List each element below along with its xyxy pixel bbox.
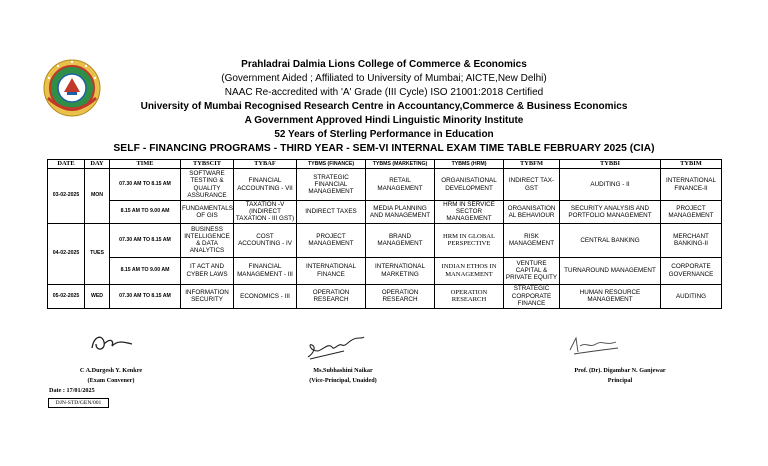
subject-cell: TURNAROUND MANAGEMENT (560, 257, 661, 284)
subject-cell: AUDITING (661, 284, 722, 308)
subject-cell: INDIRECT TAX-GST (504, 169, 560, 201)
day-cell: TUES (85, 223, 110, 284)
table-row (48, 284, 722, 308)
day-cell: WED (85, 284, 110, 308)
table-row (48, 257, 722, 284)
table-row (48, 223, 722, 257)
column-header: TYBMS (HRM) (435, 160, 504, 169)
signatory-role: Principal (607, 377, 633, 384)
subject-cell: COST ACCOUNTING - IV (234, 223, 297, 257)
subject-cell: INFORMATION SECURITY (181, 284, 234, 308)
subject-cell: STRATEGIC CORPORATE FINANCE (504, 284, 560, 308)
subject-cell: INDIRECT TAXES (297, 201, 366, 224)
subject-cell: RETAIL MANAGEMENT (366, 169, 435, 201)
column-header: TYBBI (560, 160, 661, 169)
subject-cell: MEDIA PLANNING AND MANAGEMENT (366, 201, 435, 224)
years-tagline: 52 Years of Sterling Performance in Education (274, 129, 494, 140)
subject-cell: ECONOMICS - III (234, 284, 297, 308)
time-cell: 07.30 AM TO 8.15 AM (110, 169, 181, 201)
signatory-principal (554, 366, 686, 386)
subject-cell: ORGANISATION AL BEHAVIOUR (504, 201, 560, 224)
column-header: TYBSCIT (181, 160, 234, 169)
timetable (47, 159, 722, 309)
subject-cell: SOFTWARE TESTING & QUALITY ASSURANCE (181, 169, 234, 201)
signatory-name: C A.Durgesh Y. Kenkre (79, 367, 143, 374)
subject-cell: OPERATION RESEARCH (435, 284, 504, 308)
timetable-title: SELF - FINANCING PROGRAMS - THIRD YEAR - SEM-VI INTERNAL EXAM TIME TABLE FEBRUARY 2025 (CIA) (113, 143, 655, 154)
subject-cell: PROJECT MANAGEMENT (297, 223, 366, 257)
signatory-name: Ms.Subhashini Naikar (313, 367, 373, 374)
time-cell: 8.15 AM TO 9.00 AM (110, 257, 181, 284)
subject-cell: CORPORATE GOVERNANCE (661, 257, 722, 284)
subject-cell: INTERNATIONAL FINANCE-II (661, 169, 722, 201)
accreditation: NAAC Re-accredited with 'A' Grade (III Cycle) ISO 21001:2018 Certified (224, 87, 544, 98)
subject-cell: INTERNATIONAL FINANCE (297, 257, 366, 284)
college-logo (42, 58, 102, 118)
subject-cell: BUSINESS INTELLIGENCE & DATA ANALYTICS (181, 223, 234, 257)
subject-cell: VENTURE CAPITAL & PRIVATE EQUITY (504, 257, 560, 284)
signatory-vice-principal (288, 366, 398, 386)
column-header: TYBMS (MARKETING) (366, 160, 435, 169)
subject-cell: PROJECT MANAGEMENT (661, 201, 722, 224)
subject-cell: TAXATION -V (INDIRECT TAXATION - III GST) (234, 201, 297, 224)
subject-cell: CENTRAL BANKING (560, 223, 661, 257)
subject-cell: BRAND MANAGEMENT (366, 223, 435, 257)
signature-principal (566, 332, 622, 358)
subject-cell: HUMAN RESOURCE MANAGEMENT (560, 284, 661, 308)
signatory-role: (Exam Convener) (87, 377, 135, 384)
column-header: TYBMS (FINANCE) (297, 160, 366, 169)
subject-cell: FUNDAMENTALS OF GIS (181, 201, 234, 224)
header-row (48, 160, 722, 169)
subject-cell: FINANCIAL ACCOUNTING - VII (234, 169, 297, 201)
column-header: TYBIM (661, 160, 722, 169)
subject-cell: RISK MANAGEMENT (504, 223, 560, 257)
column-header: DATE (48, 160, 85, 169)
date-cell: 03-02-2025 (48, 169, 85, 224)
time-cell: 07.30 AM TO 8.15 AM (110, 223, 181, 257)
signatory-name: Prof. (Dr). Digambar N. Ganjewar (574, 367, 666, 374)
subject-cell: IT ACT AND CYBER LAWS (181, 257, 234, 284)
subject-cell: HRM IN GLOBAL PERSPECTIVE (435, 223, 504, 257)
issue-date: Date : 17/01/2025 (49, 387, 95, 394)
table-row (48, 201, 722, 224)
column-header: DAY (85, 160, 110, 169)
subject-cell: STRATEGIC FINANCIAL MANAGEMENT (297, 169, 366, 201)
subject-cell: HRM IN SERVICE SECTOR MANAGEMENT (435, 201, 504, 224)
time-cell: 07.30 AM TO 8.15 AM (110, 284, 181, 308)
subject-cell: INDIAN ETHOS IN MANAGEMENT (435, 257, 504, 284)
signatory-role: (Vice-Principal, Unaided) (309, 377, 377, 384)
subject-cell: OPERATION RESEARCH (297, 284, 366, 308)
subject-cell: FINANCIAL MANAGEMENT - III (234, 257, 297, 284)
subject-cell: INTERNATIONAL MARKETING (366, 257, 435, 284)
college-name: Prahladrai Dalmia Lions College of Commerce & Economics (241, 59, 527, 70)
minority-status: A Government Approved Hindi Linguistic Minority Institute (244, 115, 524, 126)
signature-vice-principal (304, 333, 368, 363)
reference-number: DJN-STD/GEN/001 (48, 398, 109, 408)
signature-convener (88, 330, 136, 354)
affiliation: (Government Aided ; Affiliated to University of Mumbai; AICTE,New Delhi) (221, 73, 547, 84)
date-cell: 04-02-2025 (48, 223, 85, 284)
subject-cell: MERCHANT BANKING-II (661, 223, 722, 257)
signatory-convener (56, 366, 166, 386)
subject-cell: ORGANISATIONAL DEVELOPMENT (435, 169, 504, 201)
subject-cell: OPERATION RESEARCH (366, 284, 435, 308)
date-cell: 05-02-2025 (48, 284, 85, 308)
time-cell: 8.15 AM TO 9.00 AM (110, 201, 181, 224)
document-header (100, 58, 668, 156)
subject-cell: SECURITY ANALYSIS AND PORTFOLIO MANAGEMENT (560, 201, 661, 224)
column-header: TYBFM (504, 160, 560, 169)
subject-cell: AUDITING - II (560, 169, 661, 201)
column-header: TIME (110, 160, 181, 169)
column-header: TYBAF (234, 160, 297, 169)
table-row (48, 169, 722, 201)
research-centre: University of Mumbai Recognised Research Centre in Accountancy,Commerce & Business Economics (140, 101, 628, 112)
day-cell: MON (85, 169, 110, 224)
